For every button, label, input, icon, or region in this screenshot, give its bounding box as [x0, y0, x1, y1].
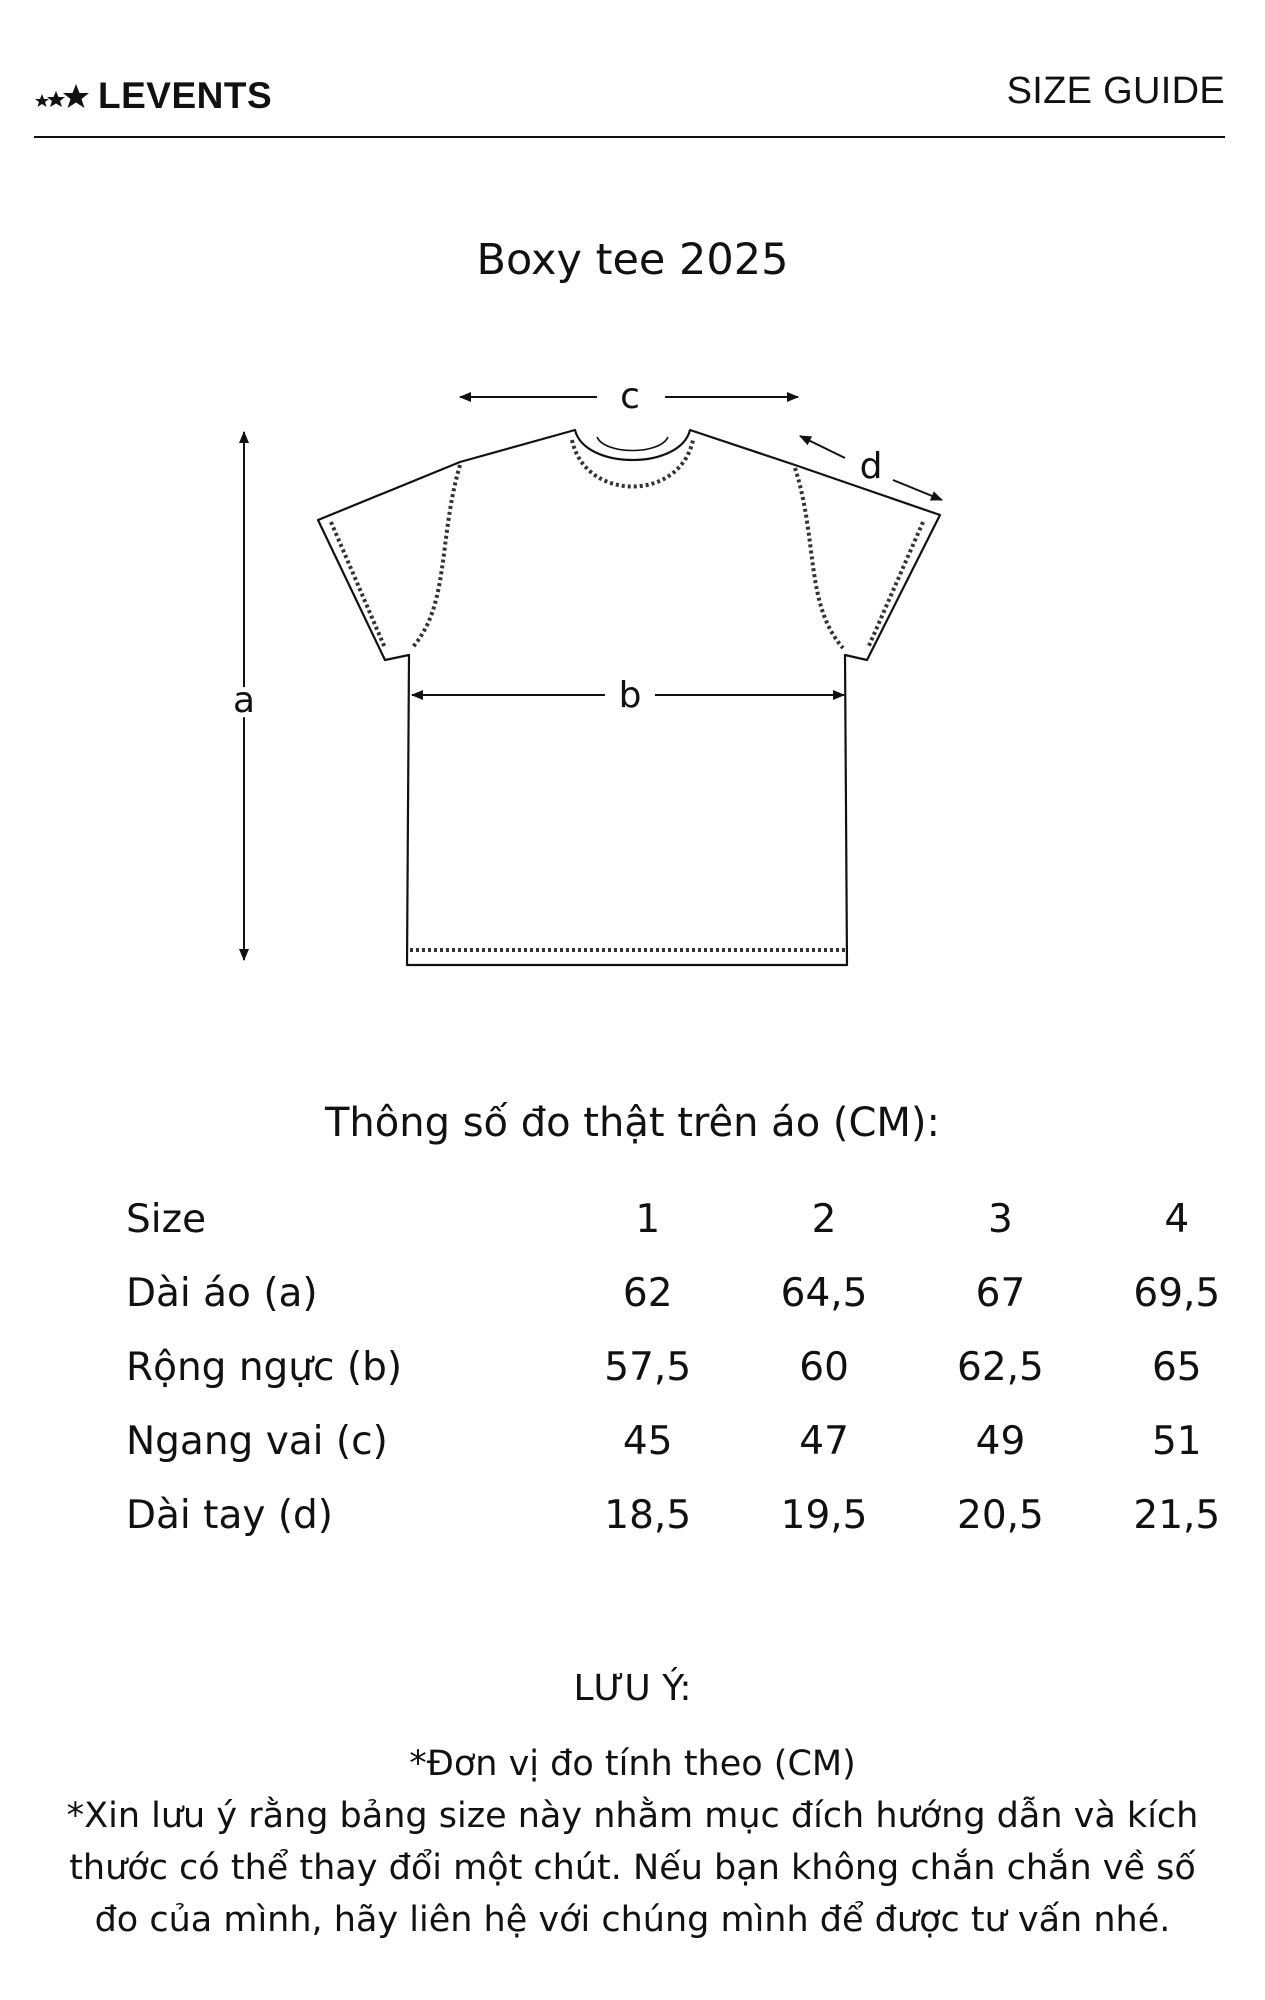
notes-title: LƯU Ý: — [573, 1668, 692, 1709]
arrow-d-lower — [893, 480, 942, 500]
table-cell: 69,5 — [1133, 1270, 1221, 1316]
right-sleeve-stitch — [868, 522, 923, 648]
header-size-4: 4 — [1164, 1196, 1190, 1242]
brand-name: LEVENTS — [98, 75, 273, 116]
table-cell: 51 — [1151, 1418, 1202, 1464]
table-row — [126, 1330, 1265, 1404]
table-cell: 64,5 — [780, 1270, 868, 1316]
row-label: Ngang vai (c) — [126, 1418, 388, 1464]
table-cell: 49 — [975, 1418, 1026, 1464]
label-c: c — [620, 376, 640, 417]
size-table — [126, 1182, 1265, 1552]
table-title: Thông số đo thật trên áo (CM): — [324, 1100, 941, 1146]
table-cell: 47 — [799, 1418, 849, 1464]
header-size-label: Size — [126, 1196, 207, 1242]
table-cell: 62 — [622, 1270, 673, 1316]
arrow-d-upper — [800, 436, 845, 458]
table-cell: 57,5 — [604, 1344, 692, 1390]
collar-stitch — [572, 440, 693, 487]
header-size-3: 3 — [988, 1196, 1013, 1242]
left-armhole-stitch — [412, 465, 460, 648]
header-size-1: 1 — [635, 1196, 661, 1242]
row-label: Rộng ngực (b) — [126, 1344, 403, 1390]
row-label: Dài tay (d) — [126, 1492, 334, 1538]
label-a: a — [232, 680, 256, 721]
table-row — [126, 1404, 1265, 1478]
label-d: d — [859, 446, 883, 487]
table-cell: 67 — [975, 1270, 1026, 1316]
table-cell: 62,5 — [957, 1344, 1044, 1390]
right-armhole-stitch — [795, 468, 843, 648]
note-disclaimer: *Xin lưu ý rằng bảng size này nhằm mục đích hướng dẫn và kích thước có thể thay đổi một chút. Nếu bạn không chắn chắn về số đo của mình, hãy liên hệ với chúng mình để được tư vấn nhé. — [66, 1796, 1199, 1940]
table-header-row — [126, 1182, 1265, 1256]
table-cell: 20,5 — [957, 1492, 1044, 1538]
table-row — [126, 1256, 1265, 1330]
row-label: Dài áo (a) — [126, 1270, 318, 1316]
header-size-2: 2 — [811, 1196, 837, 1242]
left-sleeve-stitch — [331, 522, 385, 648]
table-cell: 60 — [799, 1344, 849, 1390]
table-cell: 45 — [622, 1418, 673, 1464]
table-cell: 21,5 — [1133, 1492, 1221, 1538]
product-title: Boxy tee 2025 — [476, 235, 789, 285]
collar-line — [597, 437, 668, 451]
label-b: b — [618, 675, 642, 716]
size-guide-label: SIZE GUIDE — [1006, 70, 1225, 112]
note-unit: *Đơn vị đo tính theo (CM) — [409, 1744, 856, 1784]
table-cell: 18,5 — [604, 1492, 692, 1538]
table-row — [126, 1478, 1265, 1552]
table-cell: 19,5 — [780, 1492, 868, 1538]
table-cell: 65 — [1151, 1344, 1202, 1390]
